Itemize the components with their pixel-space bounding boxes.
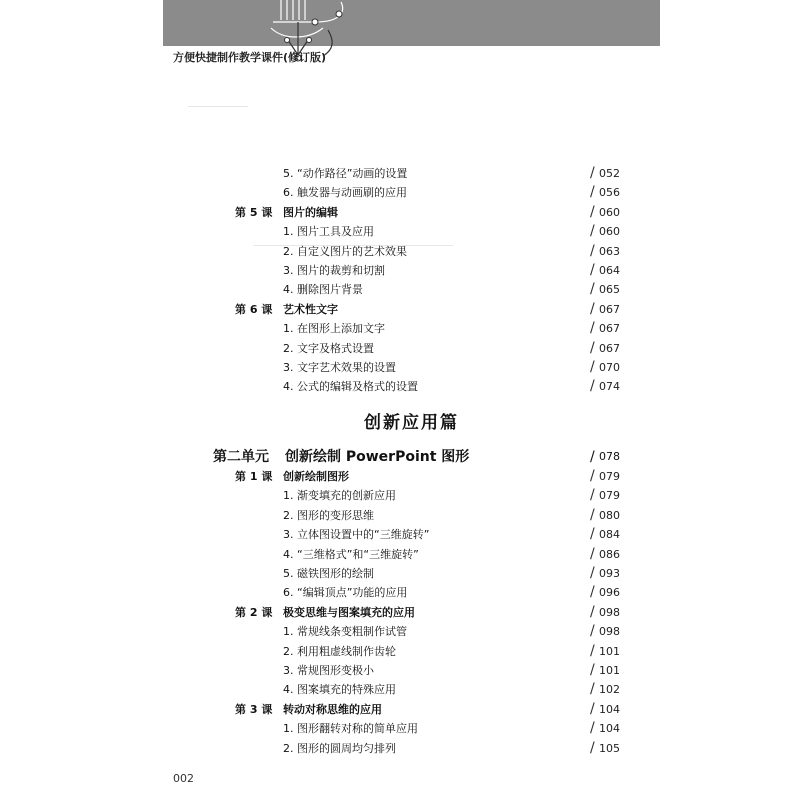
- page-number: 079: [599, 470, 620, 483]
- lesson-number: 第 1 课: [235, 470, 273, 483]
- page-separator: /: [590, 603, 595, 620]
- toc-lesson-row[interactable]: [163, 700, 660, 719]
- toc-item-row[interactable]: [163, 583, 660, 602]
- item-title: 6. “编辑顶点”功能的应用: [283, 586, 408, 600]
- page-number: 052: [599, 167, 620, 180]
- page-separator: /: [590, 449, 595, 465]
- lesson-title: 图片的编辑: [283, 205, 338, 219]
- page-separator: /: [590, 739, 595, 756]
- page-number: 056: [599, 186, 620, 200]
- item-title: 2. 图形的变形思维: [283, 508, 374, 522]
- toc-item-row[interactable]: [163, 622, 660, 641]
- header-band: [163, 0, 660, 46]
- page-separator: /: [590, 545, 595, 562]
- toc-item-row[interactable]: [163, 642, 660, 661]
- page-separator: /: [590, 623, 595, 640]
- toc-unit-row[interactable]: [163, 446, 660, 468]
- item-title: 3. 图片的裁剪和切割: [283, 264, 385, 277]
- page-separator: /: [590, 506, 595, 523]
- item-title: 2. 利用粗虚线制作齿轮: [283, 644, 396, 658]
- page-separator: /: [590, 526, 595, 543]
- page-number: 093: [599, 567, 620, 580]
- item-title: 3. 常规图形变极小: [283, 664, 374, 677]
- item-title: 2. 自定义图片的艺术效果: [283, 244, 407, 258]
- page-separator: /: [590, 700, 595, 717]
- item-title: 4. 图案填充的特殊应用: [283, 683, 396, 697]
- lesson-number: 第 5 课: [235, 205, 273, 219]
- page-number: 063: [599, 244, 620, 258]
- page-number: 101: [599, 664, 620, 677]
- page-number: 102: [599, 683, 620, 697]
- toc-item-row[interactable]: [163, 222, 660, 241]
- toc-item-row[interactable]: [163, 164, 660, 183]
- page-separator: /: [590, 281, 595, 298]
- unit-title: 创新绘制 PowerPoint 图形: [285, 449, 470, 465]
- page-number: 104: [599, 702, 620, 716]
- page-number: 060: [599, 205, 620, 219]
- page-separator: /: [590, 300, 595, 317]
- page-number: 067: [599, 302, 620, 316]
- book-title: 方便快捷制作教学课件(修订版): [173, 51, 327, 64]
- toc-item-row[interactable]: [163, 261, 660, 280]
- toc-item-row[interactable]: [163, 525, 660, 544]
- item-title: 3. 文字艺术效果的设置: [283, 361, 396, 374]
- item-title: 6. 触发器与动画刷的应用: [283, 186, 407, 200]
- page-number: 096: [599, 586, 620, 600]
- toc-item-row[interactable]: [163, 680, 660, 699]
- lesson-number: 第 3 课: [235, 702, 273, 716]
- item-title: 1. 常规线条变粗制作试管: [283, 625, 407, 639]
- footer-page-number: 002: [173, 772, 194, 785]
- page-separator: /: [590, 242, 595, 259]
- toc-item-row[interactable]: [163, 486, 660, 505]
- section-heading: 创新应用篇: [364, 413, 459, 433]
- item-title: 2. 文字及格式设置: [283, 341, 374, 355]
- toc-item-row[interactable]: [163, 739, 660, 758]
- page-separator: /: [590, 468, 595, 484]
- toc-item-row[interactable]: [163, 242, 660, 261]
- page-number: 065: [599, 283, 620, 297]
- page-separator: /: [590, 565, 595, 581]
- page-separator: /: [590, 584, 595, 601]
- page-number: 067: [599, 341, 620, 355]
- item-title: 1. 图形翻转对称的简单应用: [283, 722, 418, 736]
- lesson-number: 第 6 课: [235, 302, 273, 316]
- page-separator: /: [590, 720, 595, 737]
- item-title: 5. 磁铁图形的绘制: [283, 567, 374, 580]
- page-number: 070: [599, 361, 620, 374]
- page-separator: /: [590, 642, 595, 659]
- page-number: 084: [599, 528, 620, 542]
- unit-number: 第二单元: [213, 449, 269, 465]
- toc-item-row[interactable]: [163, 280, 660, 299]
- page-separator: /: [590, 262, 595, 278]
- toc-item-row[interactable]: [163, 506, 660, 525]
- page-separator: /: [590, 487, 595, 504]
- toc-item-row[interactable]: [163, 319, 660, 338]
- page-number: 101: [599, 644, 620, 658]
- item-title: 4. “三维格式”和“三维旋转”: [283, 547, 419, 561]
- page-number: 064: [599, 264, 620, 277]
- page-separator: /: [590, 203, 595, 220]
- toc-item-row[interactable]: [163, 358, 660, 377]
- page-number: 098: [599, 605, 620, 619]
- item-title: 1. 图片工具及应用: [283, 225, 374, 239]
- page-number: 067: [599, 322, 620, 336]
- bleed-through-mark: [188, 92, 248, 107]
- item-title: 2. 图形的圆周均匀排列: [283, 741, 396, 755]
- toc-item-row[interactable]: [163, 719, 660, 738]
- toc-item-row[interactable]: [163, 377, 660, 396]
- toc-item-row[interactable]: [163, 661, 660, 680]
- page-number: 074: [599, 380, 620, 394]
- toc-item-row[interactable]: [163, 183, 660, 202]
- page-number: 086: [599, 547, 620, 561]
- toc-item-row[interactable]: [163, 339, 660, 358]
- page-separator: /: [590, 662, 595, 678]
- item-title: 4. 删除图片背景: [283, 283, 363, 297]
- page-separator: /: [590, 223, 595, 240]
- lesson-title: 极变思维与图案填充的应用: [283, 605, 415, 619]
- page-number: 078: [599, 450, 620, 463]
- page-separator: /: [590, 165, 595, 181]
- lesson-number: 第 2 课: [235, 605, 273, 619]
- toc-lesson-row[interactable]: [163, 203, 660, 222]
- page-number: 060: [599, 225, 620, 239]
- toc-item-row[interactable]: [163, 545, 660, 564]
- item-title: 1. 渐变填充的创新应用: [283, 489, 396, 503]
- toc-lesson-row[interactable]: [163, 603, 660, 622]
- page-separator: /: [590, 320, 595, 337]
- page-number: 079: [599, 489, 620, 503]
- lesson-title: 艺术性文字: [283, 302, 338, 316]
- toc-lesson-row[interactable]: [163, 467, 660, 486]
- item-title: 3. 立体图设置中的“三维旋转”: [283, 528, 430, 542]
- toc-lesson-row[interactable]: [163, 300, 660, 319]
- page-separator: /: [590, 339, 595, 356]
- page-number: 098: [599, 625, 620, 639]
- page-separator: /: [590, 378, 595, 395]
- book-page: [163, 0, 660, 800]
- item-title: 1. 在图形上添加文字: [283, 322, 385, 336]
- page-number: 105: [599, 741, 620, 755]
- page-separator: /: [590, 681, 595, 698]
- lesson-title: 创新绘制图形: [283, 470, 349, 483]
- lesson-title: 转动对称思维的应用: [283, 702, 382, 716]
- item-title: 4. 公式的编辑及格式的设置: [283, 380, 418, 394]
- page-number: 080: [599, 508, 620, 522]
- page-separator: /: [590, 184, 595, 201]
- toc-item-row[interactable]: [163, 564, 660, 583]
- item-title: 5. “动作路径”动画的设置: [283, 167, 408, 180]
- page-number: 104: [599, 722, 620, 736]
- page-separator: /: [590, 359, 595, 375]
